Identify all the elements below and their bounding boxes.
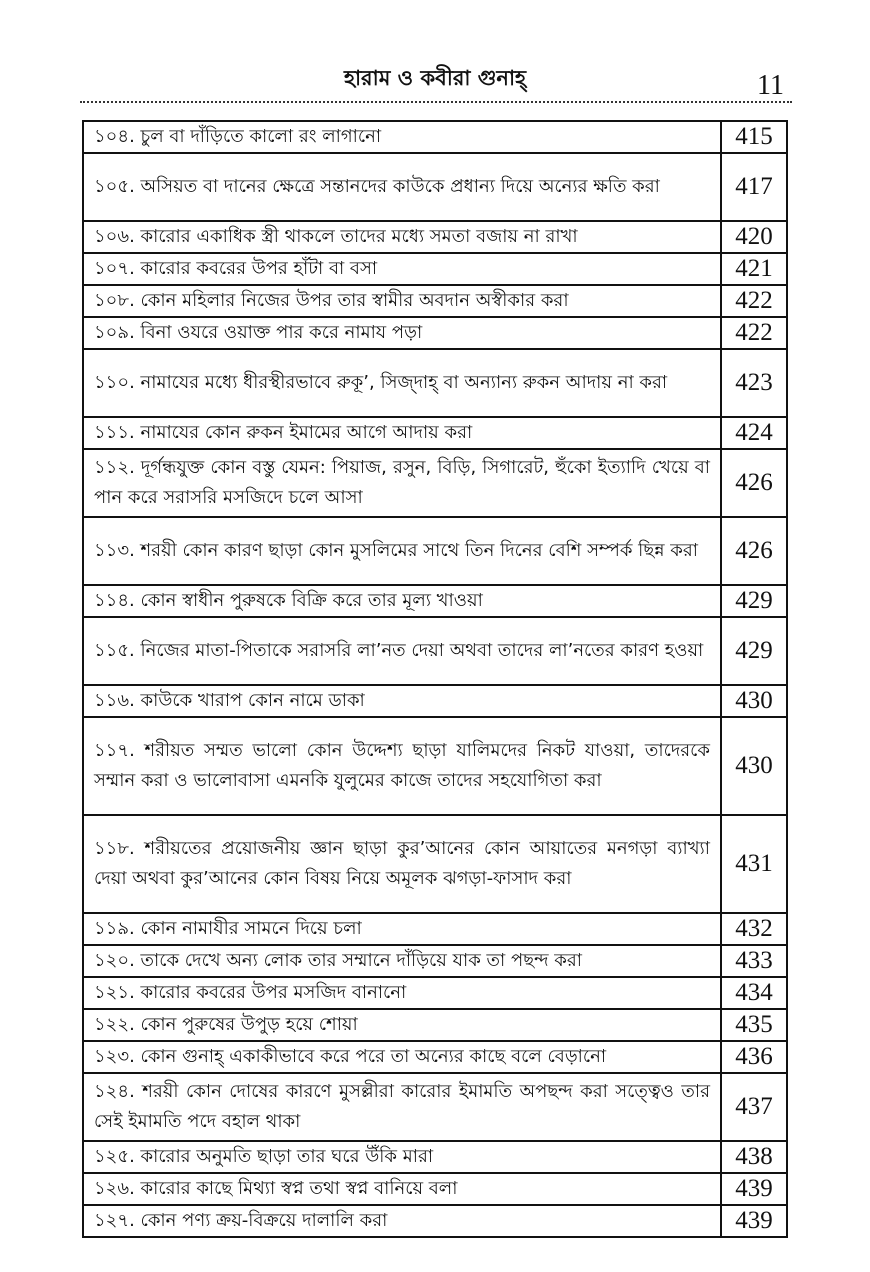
entry-title: ১১০. নামাযের মধ্যে ধীরস্থীরভাবে রুকূ’, সিজ্‌দাহ্ বা অন্যান্য রুকন আদায় না করা	[83, 349, 721, 417]
header-dotted-rule	[80, 101, 792, 103]
entry-page: 422	[721, 285, 787, 317]
table-row	[83, 317, 787, 349]
table-row	[83, 253, 787, 285]
entry-title: ১২৪. শরয়ী কোন দোষের কারণে মুসল্লীরা কারোর ইমামতি অপছন্দ করা সত্ত্বেও তার সেই ইমামতি পদে বহাল থাকা	[83, 1073, 721, 1141]
entry-title: ১০৫. অসিয়ত বা দানের ক্ষেত্রে সন্তানদের কাউকে প্রধান্য দিয়ে অন্যের ক্ষতি করা	[83, 153, 721, 221]
entry-page: 430	[721, 685, 787, 717]
table-row	[83, 417, 787, 449]
entry-page: 439	[721, 1205, 787, 1237]
table-row	[83, 349, 787, 417]
entry-title: ১১১. নামাযের কোন রুকন ইমামের আগে আদায় করা	[83, 417, 721, 449]
table-row	[83, 1009, 787, 1041]
entry-title: ১২২. কোন পুরুষের উপুড় হয়ে শোয়া	[83, 1009, 721, 1041]
entry-title: ১০৬. কারোর একাধিক স্ত্রী থাকলে তাদের মধ্যে সমতা বজায় না রাখা	[83, 221, 721, 253]
table-row	[83, 153, 787, 221]
entry-title: ১০৭. কারোর কবরের উপর হাঁটা বা বসা	[83, 253, 721, 285]
contents-table	[82, 120, 788, 1238]
table-row	[83, 1073, 787, 1141]
entry-title: ১১৬. কাউকে খারাপ কোন নামে ডাকা	[83, 685, 721, 717]
entry-page: 429	[721, 585, 787, 617]
table-row	[83, 913, 787, 945]
entry-title: ১১৯. কোন নামাযীর সামনে দিয়ে চলা	[83, 913, 721, 945]
entry-page: 431	[721, 815, 787, 913]
table-row	[83, 449, 787, 517]
table-row	[83, 517, 787, 585]
entry-title: ১১৪. কোন স্বাধীন পুরুষকে বিক্রি করে তার মূল্য খাওয়া	[83, 585, 721, 617]
table-row	[83, 717, 787, 815]
table-row	[83, 1041, 787, 1073]
entry-title: ১১৫. নিজের মাতা-পিতাকে সরাসরি লা’নত দেয়া অথবা তাদের লা’নতের কারণ হওয়া	[83, 617, 721, 685]
entry-page: 437	[721, 1073, 787, 1141]
entry-page: 432	[721, 913, 787, 945]
table-row	[83, 815, 787, 913]
entry-title: ১২০. তাকে দেখে অন্য লোক তার সম্মানে দাঁড়িয়ে যাক তা পছন্দ করা	[83, 945, 721, 977]
running-header-title: হারাম ও কবীরা গুনাহ্	[343, 66, 527, 90]
table-row	[83, 945, 787, 977]
entry-title: ১২৬. কারোর কাছে মিথ্যা স্বপ্ন তথা স্বপ্ন বানিয়ে বলা	[83, 1173, 721, 1205]
table-row	[83, 617, 787, 685]
entry-page: 423	[721, 349, 787, 417]
entry-title: ১২৩. কোন গুনাহ্ একাকীভাবে করে পরে তা অন্যের কাছে বলে বেড়ানো	[83, 1041, 721, 1073]
table-row	[83, 121, 787, 153]
table-row	[83, 1205, 787, 1237]
table-row	[83, 585, 787, 617]
entry-page: 426	[721, 517, 787, 585]
entry-page: 415	[721, 121, 787, 153]
entry-page: 430	[721, 717, 787, 815]
table-row	[83, 977, 787, 1009]
entry-title: ১১৩. শরয়ী কোন কারণ ছাড়া কোন মুসলিমের সাথে তিন দিনের বেশি সম্পর্ক ছিন্ন করা	[83, 517, 721, 585]
entry-title: ১১২. দূর্গন্ধযুক্ত কোন বস্তু যেমন: পিয়াজ, রসুন, বিড়ি, সিগারেট, হুঁকো ইত্যাদি খেয়ে বা পান করে সরাসরি মসজিদে চলে আসা	[83, 449, 721, 517]
entry-page: 426	[721, 449, 787, 517]
entry-title: ১১৮. শরীয়তের প্রয়োজনীয় জ্ঞান ছাড়া কুর’আনের কোন আয়াতের মনগড়া ব্যাখ্যা দেয়া অথবা কুর’আনের কোন বিষয় নিয়ে অমূলক ঝগড়া-ফাসাদ করা	[83, 815, 721, 913]
table-row	[83, 285, 787, 317]
entry-page: 422	[721, 317, 787, 349]
entry-page: 438	[721, 1141, 787, 1173]
entry-page: 435	[721, 1009, 787, 1041]
entry-title: ১২৭. কোন পণ্য ক্রয়-বিক্রয়ে দালালি করা	[83, 1205, 721, 1237]
table-row	[83, 221, 787, 253]
entry-title: ১২৫. কারোর অনুমতি ছাড়া তার ঘরে উঁকি মারা	[83, 1141, 721, 1173]
entry-page: 417	[721, 153, 787, 221]
entry-title: ১০৯. বিনা ওযরে ওয়াক্ত পার করে নামায পড়া	[83, 317, 721, 349]
entry-page: 421	[721, 253, 787, 285]
entry-title: ১২১. কারোর কবরের উপর মসজিদ বানানো	[83, 977, 721, 1009]
entry-title: ১০৪. চুল বা দাঁড়িতে কালো রং লাগানো	[83, 121, 721, 153]
entry-page: 436	[721, 1041, 787, 1073]
entry-title: ১১৭. শরীয়ত সম্মত ভালো কোন উদ্দেশ্য ছাড়া যালিমদের নিকট যাওয়া, তাদেরকে সম্মান করা ও ভালোবাসা এমনকি যুলুমের কাজে তাদের সহযোগিতা করা	[83, 717, 721, 815]
entry-title: ১০৮. কোন মহিলার নিজের উপর তার স্বামীর অবদান অস্বীকার করা	[83, 285, 721, 317]
entry-page: 434	[721, 977, 787, 1009]
entry-page: 433	[721, 945, 787, 977]
entry-page: 429	[721, 617, 787, 685]
entry-page: 439	[721, 1173, 787, 1205]
page-number: 11	[757, 70, 784, 101]
entry-page: 420	[721, 221, 787, 253]
table-row	[83, 1173, 787, 1205]
entry-page: 424	[721, 417, 787, 449]
table-row	[83, 685, 787, 717]
table-row	[83, 1141, 787, 1173]
